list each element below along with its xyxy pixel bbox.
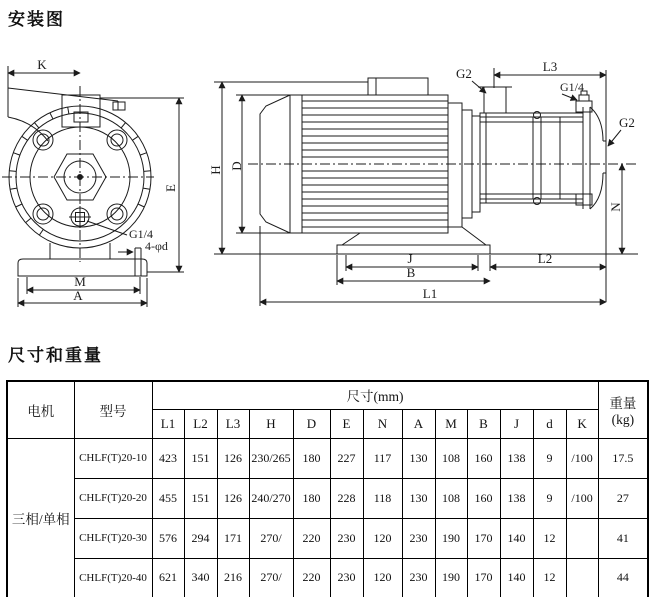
dim-label-n: N bbox=[608, 202, 623, 212]
col-header-motor: 电机 bbox=[7, 381, 74, 438]
table-cell: 108 bbox=[435, 438, 467, 478]
table-cell: 190 bbox=[435, 518, 467, 558]
table-row bbox=[7, 478, 648, 518]
port-label-g14-side: G1/4 bbox=[560, 80, 584, 94]
model-cell: CHLF(T)20-40 bbox=[74, 558, 152, 597]
dim-col-header: d bbox=[533, 409, 566, 438]
table-cell: 180 bbox=[293, 438, 330, 478]
dim-label-m: M bbox=[74, 274, 86, 289]
col-header-model: 型号 bbox=[74, 381, 152, 438]
table-cell: 108 bbox=[435, 478, 467, 518]
weight-cell: 27 bbox=[598, 478, 648, 518]
dim-label-e: E bbox=[163, 184, 178, 192]
dim-label-a: A bbox=[73, 288, 83, 303]
table-cell: 138 bbox=[500, 478, 533, 518]
dimensions-table bbox=[6, 380, 649, 597]
dim-col-header: E bbox=[330, 409, 363, 438]
table-cell: 126 bbox=[217, 478, 249, 518]
dim-label-b: B bbox=[406, 265, 416, 280]
table-cell: 12 bbox=[533, 558, 566, 597]
table-cell: 216 bbox=[217, 558, 249, 597]
table-cell: 190 bbox=[435, 558, 467, 597]
dim-col-header: J bbox=[500, 409, 533, 438]
table-cell: 160 bbox=[467, 478, 500, 518]
table-cell: 270/ bbox=[249, 518, 293, 558]
front-view bbox=[2, 66, 184, 307]
table-cell: 120 bbox=[363, 558, 402, 597]
weight-cell: 44 bbox=[598, 558, 648, 597]
table-cell: 230 bbox=[330, 558, 363, 597]
table-cell: 12 bbox=[533, 518, 566, 558]
dim-label-l1: L1 bbox=[422, 286, 438, 301]
model-cell: CHLF(T)20-10 bbox=[74, 438, 152, 478]
dim-col-header: B bbox=[467, 409, 500, 438]
col-header-weight bbox=[598, 381, 648, 438]
dim-col-header: L2 bbox=[184, 409, 217, 438]
table-cell: 228 bbox=[330, 478, 363, 518]
table-cell: 230 bbox=[402, 518, 435, 558]
table-cell: 230 bbox=[330, 518, 363, 558]
table-cell: 240/270 bbox=[249, 478, 293, 518]
table-cell: 118 bbox=[363, 478, 402, 518]
table-cell: 227 bbox=[330, 438, 363, 478]
section-title: 尺寸和重量 bbox=[8, 346, 103, 365]
drain-port bbox=[69, 206, 91, 228]
table-cell: 455 bbox=[152, 478, 184, 518]
table-cell: 220 bbox=[293, 558, 330, 597]
table-cell: 576 bbox=[152, 518, 184, 558]
table-cell: 171 bbox=[217, 518, 249, 558]
table-cell: 130 bbox=[402, 478, 435, 518]
table-cell: 621 bbox=[152, 558, 184, 597]
table-cell: 230/265 bbox=[249, 438, 293, 478]
table-cell bbox=[566, 558, 598, 597]
table-cell: 423 bbox=[152, 438, 184, 478]
table-cell: 170 bbox=[467, 558, 500, 597]
table-cell: 340 bbox=[184, 558, 217, 597]
page-title: 安装图 bbox=[8, 10, 65, 29]
table-cell: 151 bbox=[184, 478, 217, 518]
table-cell: /100 bbox=[566, 478, 598, 518]
table-cell: 120 bbox=[363, 518, 402, 558]
port-label-g2-end: G2 bbox=[619, 115, 635, 130]
weight-cell: 41 bbox=[598, 518, 648, 558]
dim-label-j: J bbox=[407, 251, 413, 266]
col-header-dims-group: 尺寸(mm) bbox=[152, 381, 598, 409]
table-cell: 294 bbox=[184, 518, 217, 558]
dim-label-d: D bbox=[229, 161, 244, 171]
port-label-g2-top: G2 bbox=[456, 66, 472, 81]
dim-col-header: L3 bbox=[217, 409, 249, 438]
table-cell: 151 bbox=[184, 438, 217, 478]
table-cell: 138 bbox=[500, 438, 533, 478]
table-cell: 180 bbox=[293, 478, 330, 518]
table-cell: 126 bbox=[217, 438, 249, 478]
model-cell: CHLF(T)20-20 bbox=[74, 478, 152, 518]
table-cell bbox=[566, 518, 598, 558]
table-cell: 140 bbox=[500, 518, 533, 558]
motor-type-cell: 三相/单相 bbox=[7, 438, 74, 597]
model-cell: CHLF(T)20-30 bbox=[74, 518, 152, 558]
table-cell: 270/ bbox=[249, 558, 293, 597]
dim-col-header: H bbox=[249, 409, 293, 438]
table-row bbox=[7, 518, 648, 558]
table-cell: 117 bbox=[363, 438, 402, 478]
weight-cell: 17.5 bbox=[598, 438, 648, 478]
table-cell: 220 bbox=[293, 518, 330, 558]
table-cell: 230 bbox=[402, 558, 435, 597]
dim-label-l3: L3 bbox=[542, 59, 558, 74]
table-cell: /100 bbox=[566, 438, 598, 478]
dim-col-header: A bbox=[402, 409, 435, 438]
table-cell: 160 bbox=[467, 438, 500, 478]
weight-header-line2: (kg) bbox=[611, 411, 635, 427]
dim-label-k: K bbox=[37, 57, 47, 72]
table-cell: 9 bbox=[533, 438, 566, 478]
table-row bbox=[7, 558, 648, 597]
dim-col-header: M bbox=[435, 409, 467, 438]
weight-header-line1: 重量 bbox=[609, 395, 637, 411]
side-view bbox=[214, 68, 638, 306]
table-cell: 9 bbox=[533, 478, 566, 518]
dim-col-header: K bbox=[566, 409, 598, 438]
dim-label-l2: L2 bbox=[537, 251, 553, 266]
table-row bbox=[7, 438, 648, 478]
table-cell: 130 bbox=[402, 438, 435, 478]
port-label-g14-front: G1/4 bbox=[129, 227, 153, 241]
table-cell: 140 bbox=[500, 558, 533, 597]
dim-label-h: H bbox=[208, 165, 223, 175]
table-cell: 170 bbox=[467, 518, 500, 558]
dim-col-header: L1 bbox=[152, 409, 184, 438]
holes-label: 4-φd bbox=[145, 239, 168, 253]
dim-col-header: N bbox=[363, 409, 402, 438]
dim-col-header: D bbox=[293, 409, 330, 438]
